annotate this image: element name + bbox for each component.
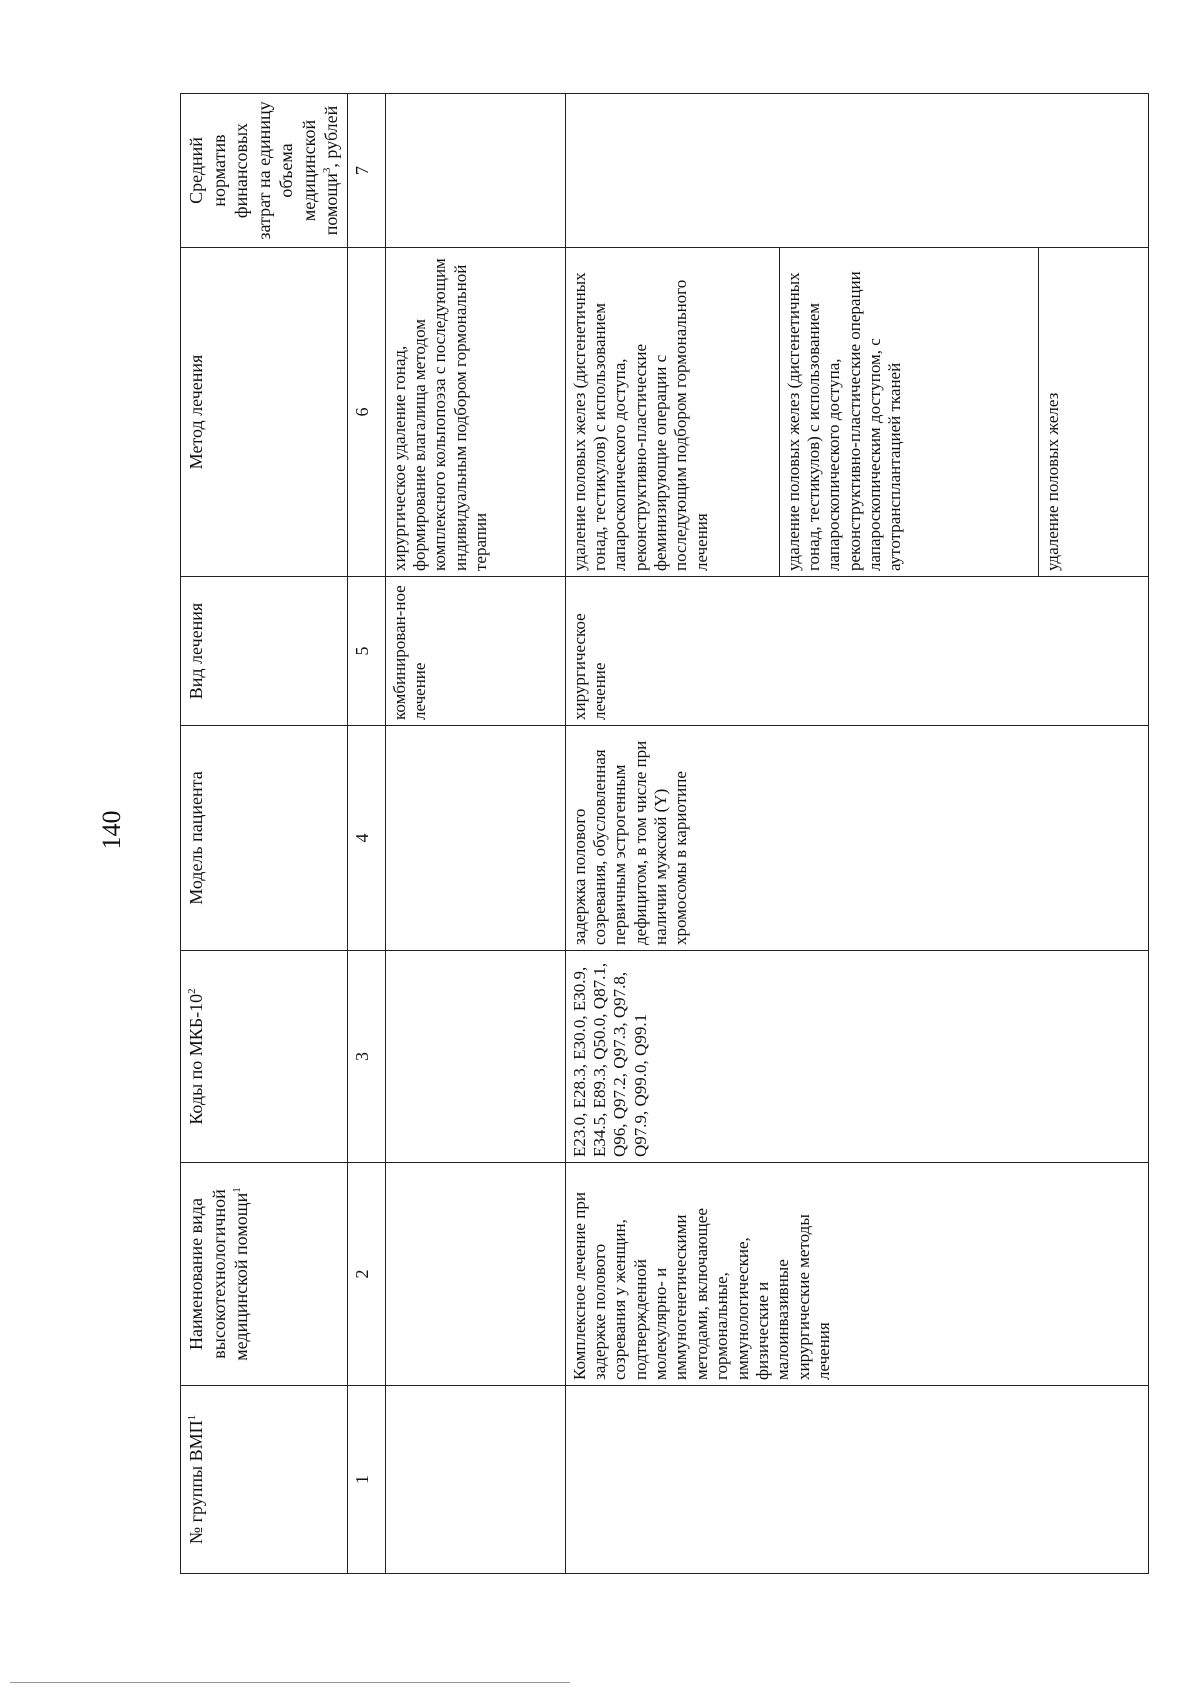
table-row [565,94,1149,1574]
vmp-name-cell [385,1163,565,1386]
treatment-method-cell [565,248,1149,577]
column-number: 4 [347,726,385,951]
treatment-method-cell: хирургическое удаление гонад, формирование влагалища методом комплексного кольпопоэза с последующим индивидуальным подбором гормональной терапии [385,248,565,577]
column-number-row [347,94,385,1574]
cost-cell [565,94,1149,248]
group-number-cell [565,1386,1149,1574]
header-row [181,94,348,1574]
scan-edge-line [10,1682,570,1683]
header-patient-model: Модель пациента [181,726,348,951]
icd-codes-cell: E23.0, E28.3, E30.0, E30.9, E34.5, E89.3, Q50.0, Q87.1, Q96, Q97.2, Q97.3, Q97.8, Q97.9, Q99.0, Q99.1 [565,951,1149,1163]
method-item: удаление половых желез (дисгенетичных гонад, тестикулов) с использованием лапароскопического доступа, реконструктивно-пластические операции лапароскопическим доступом, с аутотрансплантацией тканей [779,248,1038,576]
treatment-type-cell: комбинирован-ное лечение [385,577,565,726]
column-number: 3 [347,951,385,1163]
column-number: 6 [347,248,385,577]
table-row [385,94,565,1574]
group-number-cell [385,1386,565,1574]
treatment-type-cell: хирургическое лечение [565,577,1149,726]
column-number: 5 [347,577,385,726]
icd-codes-cell [385,951,565,1163]
header-group-number: № группы ВМП$^1$ [181,1386,348,1574]
vmp-table [180,93,1149,1574]
header-treatment-method: Метод лечения [181,248,348,577]
column-number: 2 [347,1163,385,1386]
header-treatment-type: Вид лечения [181,577,348,726]
header-icd-codes: Коды по МКБ-$10^2$ [181,951,348,1163]
patient-model-cell [385,726,565,951]
cost-cell [385,94,565,248]
header-cost-standard: Средний норматив финансовых затрат на единицу объема медицинской помощи$^3$, рублей [181,94,348,248]
rotated-table-container [180,94,1149,1574]
patient-model-cell: задержка полового созревания, обусловленная первичным эстрогенным дефицитом, в том числе при наличии мужской (Y) хромосомы в кариотипе [565,726,1149,951]
header-vmp-name: Наименование вида высокотехнологичной медицинской помощи$^1$ [181,1163,348,1386]
method-item: удаление половых желез (дисгенетичных гонад, тестикулов) с использованием лапароскопического доступа, реконструктивно-пластические феминизирующие операции с последующим подбором гормонального лечения [569,272,711,571]
column-number: 1 [347,1386,385,1574]
vmp-name-cell: Комплексное лечение при задержке полового созревания у женщин, подтвержденной молекулярно- и иммуногенетическими методами, включающее гормональные, иммунологические, физические и малоинвазивные хирургические методы лечения [565,1163,1149,1386]
page-number: 140 [97,810,126,850]
column-number: 7 [347,94,385,248]
method-item: удаление половых желез [1038,248,1149,576]
